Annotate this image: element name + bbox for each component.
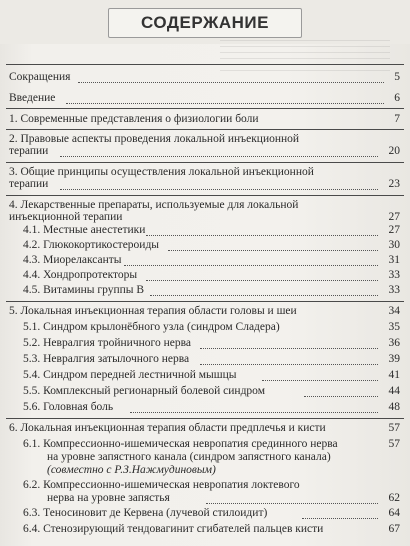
toc-page-number: 44	[388, 385, 400, 397]
toc-page-number: 57	[388, 422, 400, 434]
toc-page-number: 62	[388, 492, 400, 504]
toc-page-number: 5	[394, 71, 400, 83]
dot-leader	[302, 517, 378, 519]
toc-subentry-title: 6.4. Стенозирующий тендовагинит сгибателей пальцев кисти	[23, 523, 324, 535]
toc-page-number: 27	[388, 211, 400, 223]
toc-page-number: 67	[388, 523, 400, 535]
toc-page-number: 39	[388, 353, 400, 365]
toc-page-number: 36	[388, 337, 400, 349]
dot-leader	[66, 102, 384, 104]
toc-entry-title-line-2: терапии	[9, 178, 49, 190]
toc-page-number: 33	[388, 269, 400, 281]
dot-leader	[78, 81, 384, 83]
divider-line	[6, 162, 404, 163]
toc-page-number: 20	[388, 145, 400, 157]
dot-leader	[200, 363, 378, 365]
dot-leader	[262, 379, 378, 381]
divider-line	[6, 129, 404, 130]
dot-leader	[130, 411, 378, 413]
toc-page-number: 27	[388, 224, 400, 236]
toc-subentry-note: (совместно с Р.З.Нажмудиновым)	[47, 464, 216, 476]
toc-page-number: 30	[388, 239, 400, 251]
toc-subentry-title: 4.5. Витамины группы B	[23, 284, 145, 296]
toc-subentry-title: 5.5. Комплексный регионарный болевой синдром	[23, 385, 265, 397]
toc-entry-title-line-1: 4. Лекарственные препараты, используемые для локальной	[9, 199, 299, 211]
divider-line	[6, 195, 404, 196]
toc-entry-title-line-1: 3. Общие принципы осуществления локальной инъекционной	[9, 166, 314, 178]
dot-leader	[60, 155, 378, 157]
toc-subentry-title: 5.4. Синдром передней лестничной мышцы	[23, 369, 237, 381]
dot-leader	[200, 347, 378, 349]
toc-subentry-title: 5.3. Невралгия затылочного нерва	[23, 353, 190, 365]
dot-leader	[146, 279, 378, 281]
toc-subentry-title-line-2: нерва на уровне запястья	[47, 492, 170, 504]
toc-entry-title: 1. Современные представления о физиологии боли	[9, 113, 259, 125]
divider-line	[6, 301, 404, 302]
toc-page-number: 35	[388, 321, 400, 333]
toc-page-number: 31	[388, 254, 400, 266]
toc-entry-title: 5. Локальная инъекционная терапия области головы и шеи	[9, 305, 297, 317]
toc-page-number: 6	[394, 92, 400, 104]
toc-subentry-title-line-2: на уровне запястного канала (синдром запястного канала)	[47, 451, 331, 463]
dot-leader	[124, 264, 378, 266]
toc-subentry-title: 4.2. Глюкокортикостероиды	[23, 239, 160, 251]
toc-page-number: 34	[388, 305, 400, 317]
toc-subentry-title: 6.3. Теносиновит де Кервена (лучевой стилоидит)	[23, 507, 268, 519]
toc-subentry-title-line-1: 6.1. Компрессионно-ишемическая невропатия срединного нерва	[23, 438, 338, 450]
toc-page-number: 41	[388, 369, 400, 381]
toc-subentry-title: 5.6. Головная боль	[23, 401, 114, 413]
toc-page-number: 48	[388, 401, 400, 413]
toc-subentry-title: 5.1. Синдром крылонёбного узла (синдром Сладера)	[23, 321, 280, 333]
toc-subentry-title: 4.3. Миорелаксанты	[23, 254, 122, 266]
toc-page-number: 57	[388, 438, 400, 450]
dot-leader	[150, 294, 378, 296]
toc-subentry-title: 4.4. Хондропротекторы	[23, 269, 138, 281]
toc-subentry-title-line-1: 6.2. Компрессионно-ишемическая невропатия локтевого	[23, 479, 300, 491]
dot-leader	[146, 234, 378, 236]
toc-subentry-title: 4.1. Местные анестетики	[23, 224, 146, 236]
page-title: СОДЕРЖАНИЕ	[141, 13, 269, 32]
dot-leader	[304, 395, 378, 397]
dot-leader	[60, 188, 378, 190]
toc-entry-title-line-2: инъекционной терапии	[9, 211, 123, 223]
toc-entry-title: Введение	[9, 92, 56, 104]
toc-entry-title-line-2: терапии	[9, 145, 49, 157]
toc-page-number: 64	[388, 507, 400, 519]
toc-entry-title: 6. Локальная инъекционная терапия области предплечья и кисти	[9, 422, 326, 434]
toc-page-number: 7	[394, 113, 400, 125]
divider-line	[6, 418, 404, 419]
toc-subentry-title: 5.2. Невралгия тройничного нерва	[23, 337, 191, 349]
toc-entry-title-line-1: 2. Правовые аспекты проведения локальной инъекционной	[9, 133, 300, 145]
divider-line	[6, 108, 404, 109]
toc-entry-title: Сокращения	[9, 71, 71, 83]
dot-leader	[206, 502, 378, 504]
toc-page-number: 33	[388, 284, 400, 296]
toc-page-number: 23	[388, 178, 400, 190]
dot-leader	[168, 249, 378, 251]
